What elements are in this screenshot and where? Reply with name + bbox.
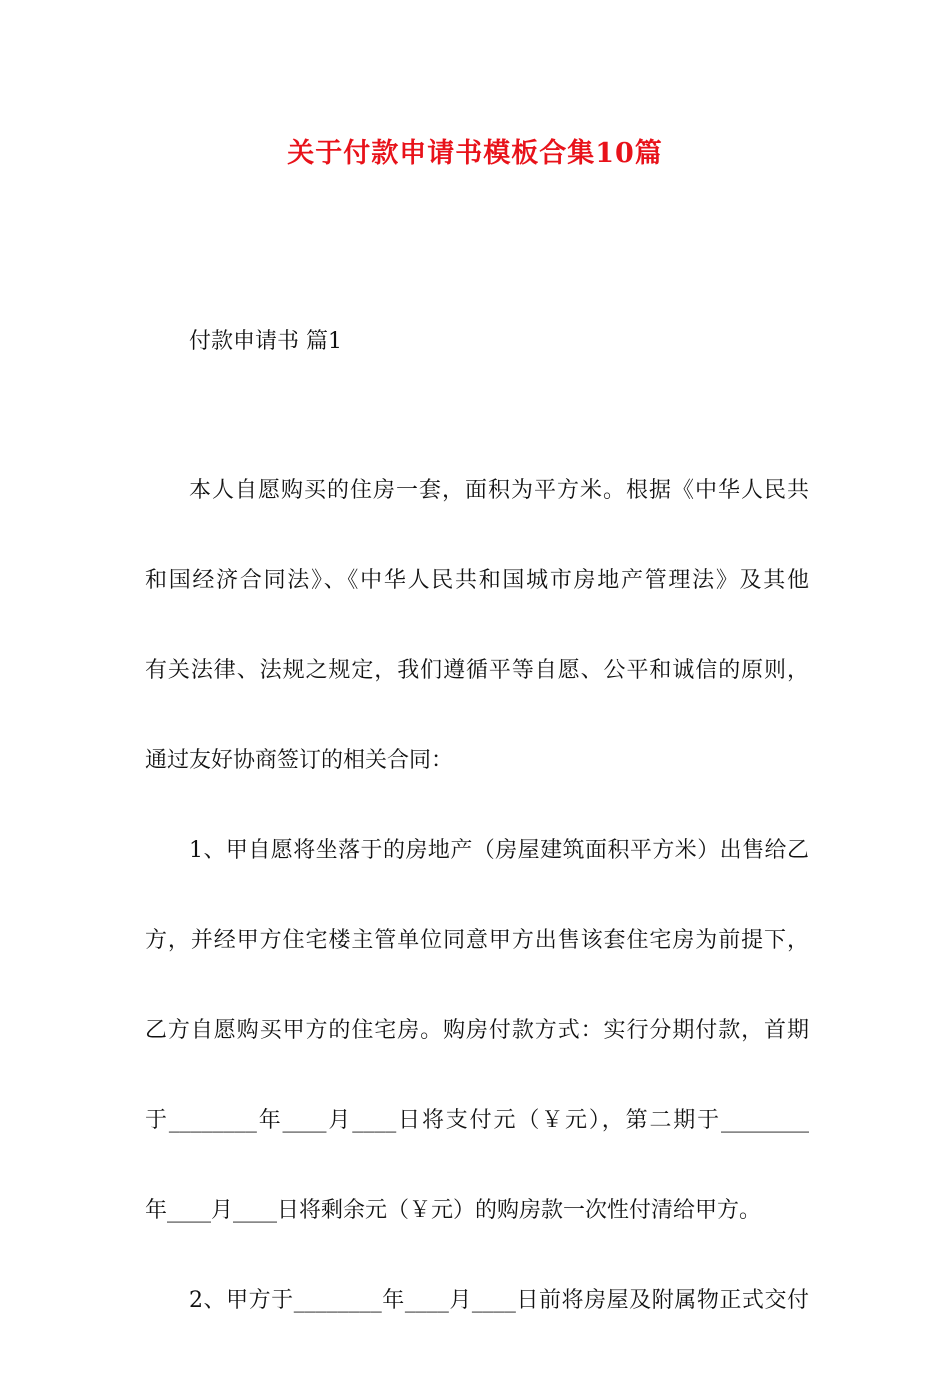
section-heading: 付款申请书 篇1 <box>189 329 342 354</box>
paragraph-line: 于________年____月____日将支付元（￥元），第二期于________ <box>145 1108 809 1133</box>
document-title: 关于付款申请书模板合集10篇 <box>287 138 663 169</box>
paragraph-line: 2、甲方于________年____月____日前将房屋及附属物正式交付 <box>189 1288 809 1313</box>
paragraph-line: 通过友好协商签订的相关合同： <box>145 748 454 773</box>
paragraph-line: 有关法律、法规之规定，我们遵循平等自愿、公平和诚信的原则， <box>145 658 809 683</box>
paragraph-line: 年____月____日将剩余元（￥元）的购房款一次性付清给甲方。 <box>145 1198 762 1223</box>
paragraph-line: 和国经济合同法》、《中华人民共和国城市房地产管理法》及其他 <box>145 568 809 593</box>
paragraph-line: 方，并经甲方住宅楼主管单位同意甲方出售该套住宅房为前提下， <box>145 928 809 953</box>
body-text <box>145 473 809 1373</box>
paragraph-line: 1、甲自愿将坐落于的房地产（房屋建筑面积平方米）出售给乙 <box>189 838 809 863</box>
paragraph-line: 本人自愿购买的住房一套，面积为平方米。根据《中华人民共 <box>189 478 809 503</box>
paragraph-line: 乙方自愿购买甲方的住宅房。购房付款方式：实行分期付款，首期 <box>145 1018 809 1043</box>
